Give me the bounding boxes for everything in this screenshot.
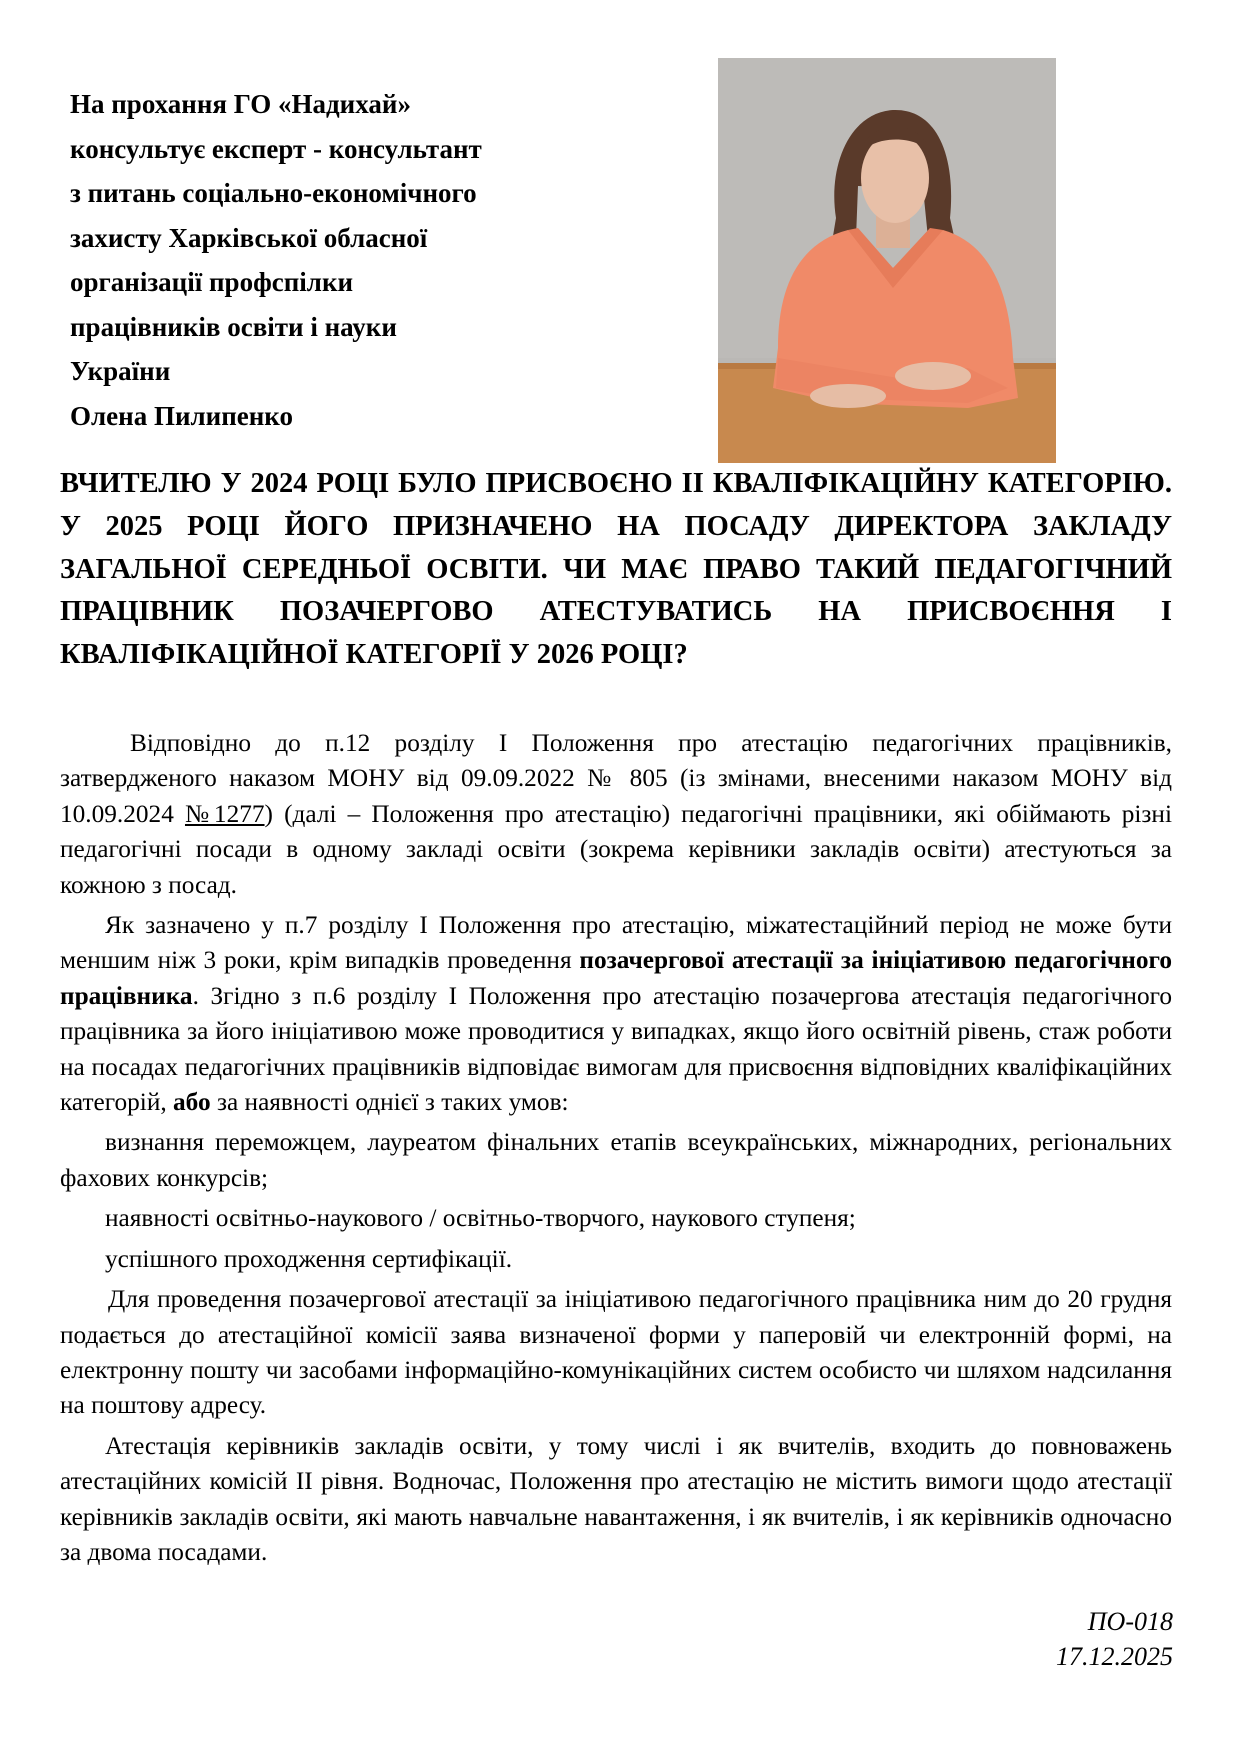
text-run: . Згідно з п.6 розділу І Положення про атестацію позачергова атестація педагогічного працівника за його ініціативою може проводитися у випадках, якщо його освітній рівень, стаж роботи на посадах педагогічних працівників відповідає вимогам для присвоєння відповідних кваліфікаційних категорій,	[60, 981, 1172, 1117]
intro-line: захисту Харківської обласної	[70, 222, 428, 253]
answer-body	[60, 726, 1172, 1575]
condition-item: визнання переможцем, лауреатом фінальних етапів всеукраїнських, міжнародних, регіональних фахових конкурсів;	[60, 1128, 1172, 1192]
condition-item: успішного проходження сертифікації.	[105, 1244, 513, 1273]
intro-line: з питань соціально-економічного	[70, 178, 477, 208]
face	[861, 133, 929, 223]
bold-text: або	[173, 1088, 211, 1117]
answer-paragraph	[60, 908, 1172, 1120]
bold-text: позачергової атестації за ініціативою педагогічного працівника	[60, 946, 1172, 1010]
intro-block	[70, 82, 670, 438]
document-code: ПО-018	[1087, 1607, 1173, 1636]
text-run: Як зазначено у п.7 розділу І Положення про атестацію, міжатестаційний період не може бути меншим ніж 3 роки, крім випадків проведення	[60, 911, 1172, 975]
hand	[810, 384, 886, 408]
condition-item: наявності освітньо-наукового / освітньо-творчого, наукового ступеня;	[105, 1204, 856, 1233]
intro-line: організації профспілки	[70, 267, 354, 297]
text-run: Відповідно до п.12 розділу І Положення про атестацію педагогічних працівників, затвердженого наказом МОНУ від 09.09.2022 № 805 (із змінами, внесеними наказом МОНУ від 10.09.2024	[60, 729, 1172, 828]
footer	[1056, 1604, 1173, 1674]
answer-paragraph	[60, 726, 1172, 903]
intro-line: На прохання ГО «Надихай»	[70, 89, 411, 119]
order-link[interactable]: №1277	[184, 799, 265, 828]
text-run: ) (далі – Положення про атестацію) педагогічні працівники, які обіймають різні педагогічні посади в одному закладі освіти (зокрема керівники закладів освіти) атестуються за кожною з посад.	[60, 799, 1172, 899]
answer-paragraph: Атестація керівників закладів освіти, у тому числі і як вчителів, входить до повноважень атестаційних комісій ІІ рівня. Водночас, Положення про атестацію не містить вимоги щодо атестації керівників закладів освіти, які мають навчальне навантаження, і як вчителів, і як керівників одночасно за двома посадами.	[60, 1431, 1172, 1566]
expert-portrait-image	[718, 58, 1056, 463]
text-run: за наявності однієї з таких умов:	[210, 1088, 569, 1117]
document-date: 17.12.2025	[1056, 1642, 1173, 1671]
intro-line: консультує експерт - консультант	[70, 133, 482, 164]
hand	[895, 362, 971, 390]
answer-paragraph: Для проведення позачергової атестації за ініціативою педагогічного працівника ним до 20 грудня подається до атестаційної комісії заява визначеної форми у паперовій чи електронній формі, на електронну пошту чи засобами інформаційно-комунікаційних систем особисто чи шляхом надсилання на поштову адресу.	[60, 1285, 1172, 1420]
expert-photo	[718, 58, 1056, 463]
intro-line: працівників освіти і науки	[70, 311, 397, 342]
intro-line: України	[70, 356, 171, 386]
question-heading: ВЧИТЕЛЮ У 2024 РОЦІ БУЛО ПРИСВОЄНО ІІ КВАЛІФІКАЦІЙНУ КАТЕГОРІЮ. У 2025 РОЦІ ЙОГО ПРИЗНАЧЕНО НА ПОСАДУ ДИРЕКТОРА ЗАКЛАДУ ЗАГАЛЬНОЇ СЕРЕДНЬОЇ ОСВІТИ. ЧИ МАЄ ПРАВО ТАКИЙ ПЕДАГОГІЧНИЙ ПРАЦІВНИК ПОЗАЧЕРГОВО АТЕСТУВАТИСЬ НА ПРИСВОЄННЯ І КВАЛІФІКАЦІЙНОЇ КАТЕГОРІЇ У 2026 РОЦІ?	[60, 468, 1172, 671]
expert-name: Олена Пилипенко	[70, 400, 294, 431]
